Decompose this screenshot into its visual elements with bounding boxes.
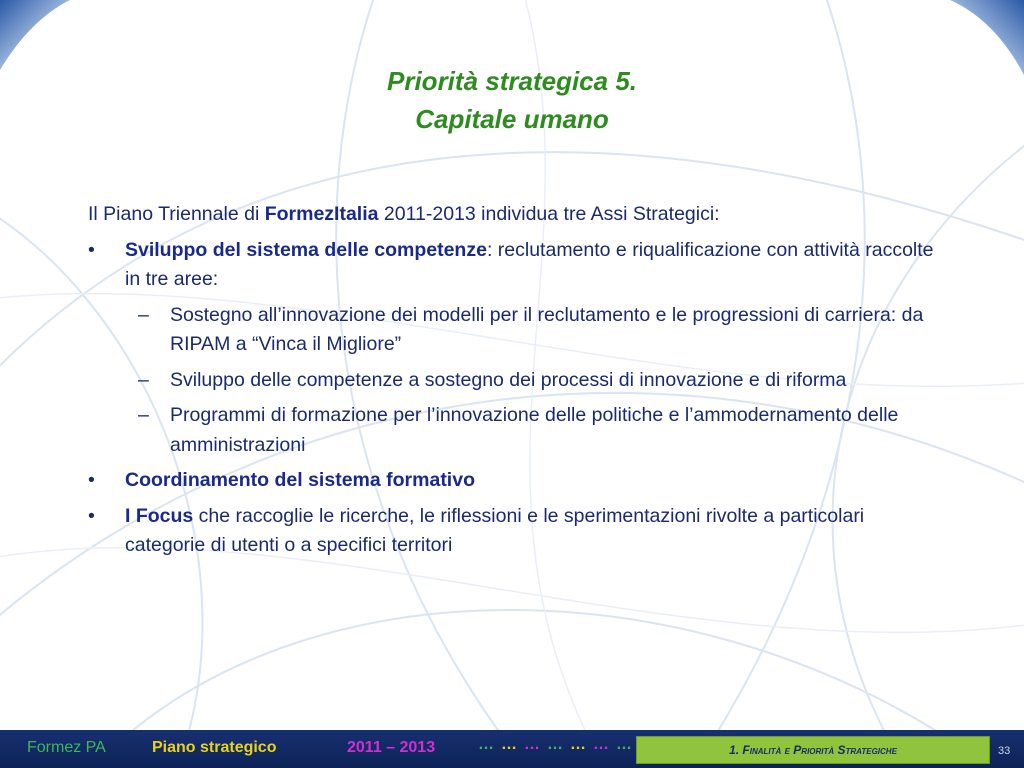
intro-suffix: 2011-2013 individua tre Assi Strategici: (378, 203, 720, 225)
footer-years: 2011 – 2013 (347, 739, 436, 756)
bullet-text: che raccoglie le ricerche, le riflessioni e le sperimentazioni rivolte a particolari categorie di utenti o a specifici territori (125, 504, 865, 556)
bullet-mark: • (88, 504, 95, 527)
footer-dot-0: … (478, 736, 495, 753)
intro-paragraph (88, 200, 938, 230)
footer-dots (478, 736, 639, 754)
title-line-1: Priorità strategica 5. (387, 66, 637, 96)
footer-dot-5: … (593, 736, 610, 753)
intro-prefix: Il Piano Triennale di (88, 203, 265, 225)
sub-item-text: Sviluppo delle competenze a sostegno dei processi di innovazione e di riforma (170, 368, 847, 391)
footer-dot-3: … (547, 736, 564, 753)
bullet-item (88, 502, 938, 561)
bullet-item (88, 466, 938, 496)
bullet-mark: • (88, 238, 95, 261)
dash-mark: – (138, 303, 149, 326)
footer-dot-1: … (501, 736, 518, 753)
intro-bold: FormezItalia (264, 203, 379, 225)
dash-mark: – (138, 368, 149, 391)
dash-mark: – (138, 404, 149, 426)
bullet-bold: I Focus (125, 504, 194, 527)
sub-item (88, 366, 938, 396)
bullet-text: : reclutamento e riqualificazione con attività raccolte in tre aree: (125, 238, 934, 290)
footer-dot-4: … (570, 736, 587, 753)
footer-plan: Piano strategico (152, 739, 277, 756)
bullet-item (88, 236, 938, 295)
sub-item (88, 401, 938, 460)
bullet-bold: Coordinamento del sistema formativo (125, 469, 475, 491)
footer-brand: Formez PA (27, 739, 106, 756)
section-label: 1. Finalità e Priorità Strategiche (636, 736, 990, 764)
sub-item-text: Programmi di formazione per l’innovazione delle politiche e l’ammodernamento delle amministrazioni (170, 404, 899, 456)
bullet-bold: Sviluppo del sistema delle competenze (125, 238, 487, 261)
sub-item (88, 301, 938, 360)
slide-title (0, 62, 1024, 138)
footer-dot-2: … (524, 736, 541, 753)
page-number: 33 (998, 745, 1011, 757)
bullet-mark: • (88, 469, 95, 491)
title-line-2: Capitale umano (415, 104, 609, 134)
sub-item-text: Sostegno all’innovazione dei modelli per il reclutamento e le progressioni di carriera: da RIPAM a “Vinca il Migliore” (170, 303, 924, 355)
slide-body (88, 200, 938, 567)
footer-dot-6: … (616, 736, 633, 753)
